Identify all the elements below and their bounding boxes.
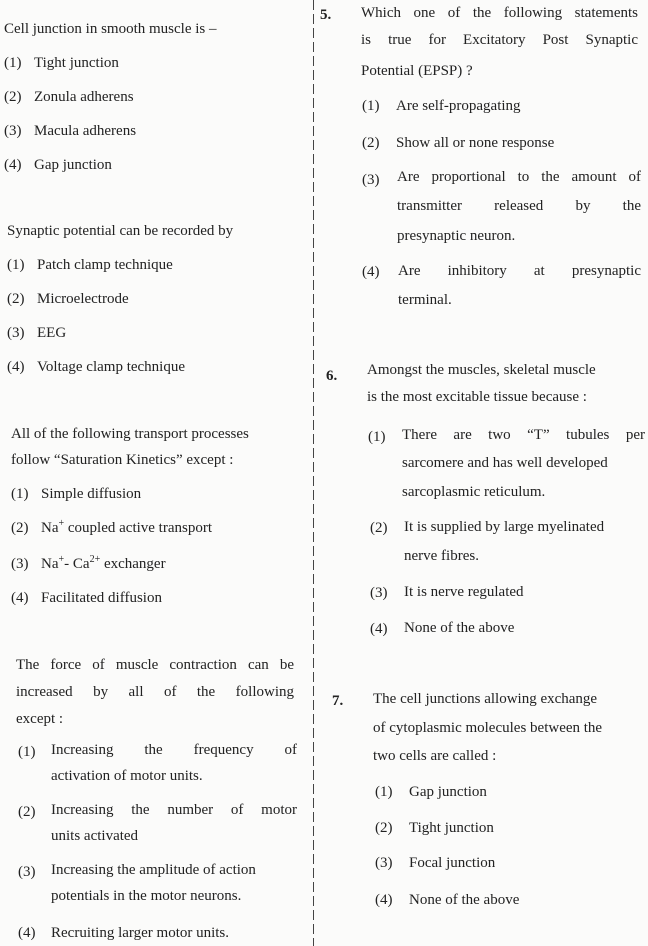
option-3-line: Are proportional to the amount of xyxy=(397,169,641,185)
question-stem-line: increased by all of the following xyxy=(16,684,294,700)
option-3-line: Increasing the amplitude of action xyxy=(51,862,256,878)
option-2-label: (2) xyxy=(370,520,388,536)
option-2: (2) Na+ coupled active transport xyxy=(11,518,213,536)
option-1-line: Are self-propagating xyxy=(396,98,521,114)
question-number: 7. xyxy=(332,693,344,709)
option-1-line: sarcoplasmic reticulum. xyxy=(402,484,546,500)
option-3: (3) EEG xyxy=(7,325,67,341)
option-2: (2) Tight junction xyxy=(375,820,494,836)
question-stem-line: The cell junctions allowing exchange xyxy=(373,691,598,707)
option-4: (4) Gap junction xyxy=(4,157,112,173)
option-1: (1) Simple diffusion xyxy=(11,486,142,502)
option-1-label: (1) xyxy=(18,744,36,760)
option-1: (1) Gap junction xyxy=(375,784,487,800)
option-2-label: (2) xyxy=(362,135,380,151)
question-stem-line: The force of muscle contraction can be xyxy=(16,657,294,673)
question-stem-line: except : xyxy=(16,711,64,727)
option-3-label: (3) xyxy=(18,864,36,880)
question-stem: Synaptic potential can be recorded by xyxy=(7,223,234,239)
option-3-label: (3) xyxy=(370,585,388,601)
option-1-line: activation of motor units. xyxy=(51,768,203,784)
option-1-label: (1) xyxy=(368,429,386,445)
option-3: (3) Macula adherens xyxy=(4,123,137,139)
option-4: (4) None of the above xyxy=(375,892,520,908)
option-2-label: (2) xyxy=(18,804,36,820)
option-3-line: It is nerve regulated xyxy=(404,584,524,600)
question-stem-line: follow “Saturation Kinetics” except : xyxy=(11,452,234,468)
question-stem-line: is true for Excitatory Post Synaptic xyxy=(361,32,638,48)
question-number: 6. xyxy=(326,368,338,384)
option-1-line: sarcomere and has well developed xyxy=(402,455,608,471)
option-3: (3) Na+- $Ca^{2+}$ exchanger xyxy=(11,554,166,572)
option-4-label: (4) xyxy=(18,925,36,941)
option-3-line: presynaptic neuron. xyxy=(397,228,516,244)
option-1: (1) Patch clamp technique xyxy=(7,257,173,273)
option-4-label: (4) xyxy=(370,621,388,637)
option-4: (4) Voltage clamp technique xyxy=(7,359,186,375)
option-2-line: Show all or none response xyxy=(396,135,555,151)
option-4-line: None of the above xyxy=(404,620,515,636)
question-number: 5. xyxy=(320,7,332,23)
question-stem-line: is the most excitable tissue because : xyxy=(367,389,587,405)
option-2-line: units activated xyxy=(51,828,139,844)
option-2-line: Increasing the number of motor xyxy=(51,802,297,818)
option-1-line: There are two “T” tubules per xyxy=(402,427,645,443)
column-divider xyxy=(313,0,314,946)
question-stem-line: All of the following transport processes xyxy=(11,426,249,442)
option-1-line: Increasing the frequency of xyxy=(51,742,297,758)
question-stem-line: Potential (EPSP) ? xyxy=(361,63,473,79)
option-4-label: (4) xyxy=(362,264,380,280)
option-1: (1) Tight junction xyxy=(4,55,119,71)
option-3-line: transmitter released by the xyxy=(397,198,641,214)
option-3: (3) Focal junction xyxy=(375,855,496,871)
question-stem: Cell junction in smooth muscle is – xyxy=(4,21,217,37)
option-2-line: It is supplied by large myelinated xyxy=(404,519,605,535)
option-2: (2) Zonula adherens xyxy=(4,89,134,105)
option-2: (2) Microelectrode xyxy=(7,291,129,307)
option-2-line: nerve fibres. xyxy=(404,548,479,564)
option-4-line: terminal. xyxy=(398,292,452,308)
option-3-line: potentials in the motor neurons. xyxy=(51,888,242,904)
option-1-label: (1) xyxy=(362,98,380,114)
option-4-line: Are inhibitory at presynaptic xyxy=(398,263,641,279)
question-stem-line: Which one of the following statements xyxy=(361,5,638,21)
question-stem-line: of cytoplasmic molecules between the xyxy=(373,720,603,736)
option-4-line: Recruiting larger motor units. xyxy=(51,925,230,941)
question-stem-line: two cells are called : xyxy=(373,748,497,764)
option-3-label: (3) xyxy=(362,172,380,188)
question-stem-line: Amongst the muscles, skeletal muscle xyxy=(367,362,596,378)
option-4: (4) Facilitated diffusion xyxy=(11,590,162,606)
